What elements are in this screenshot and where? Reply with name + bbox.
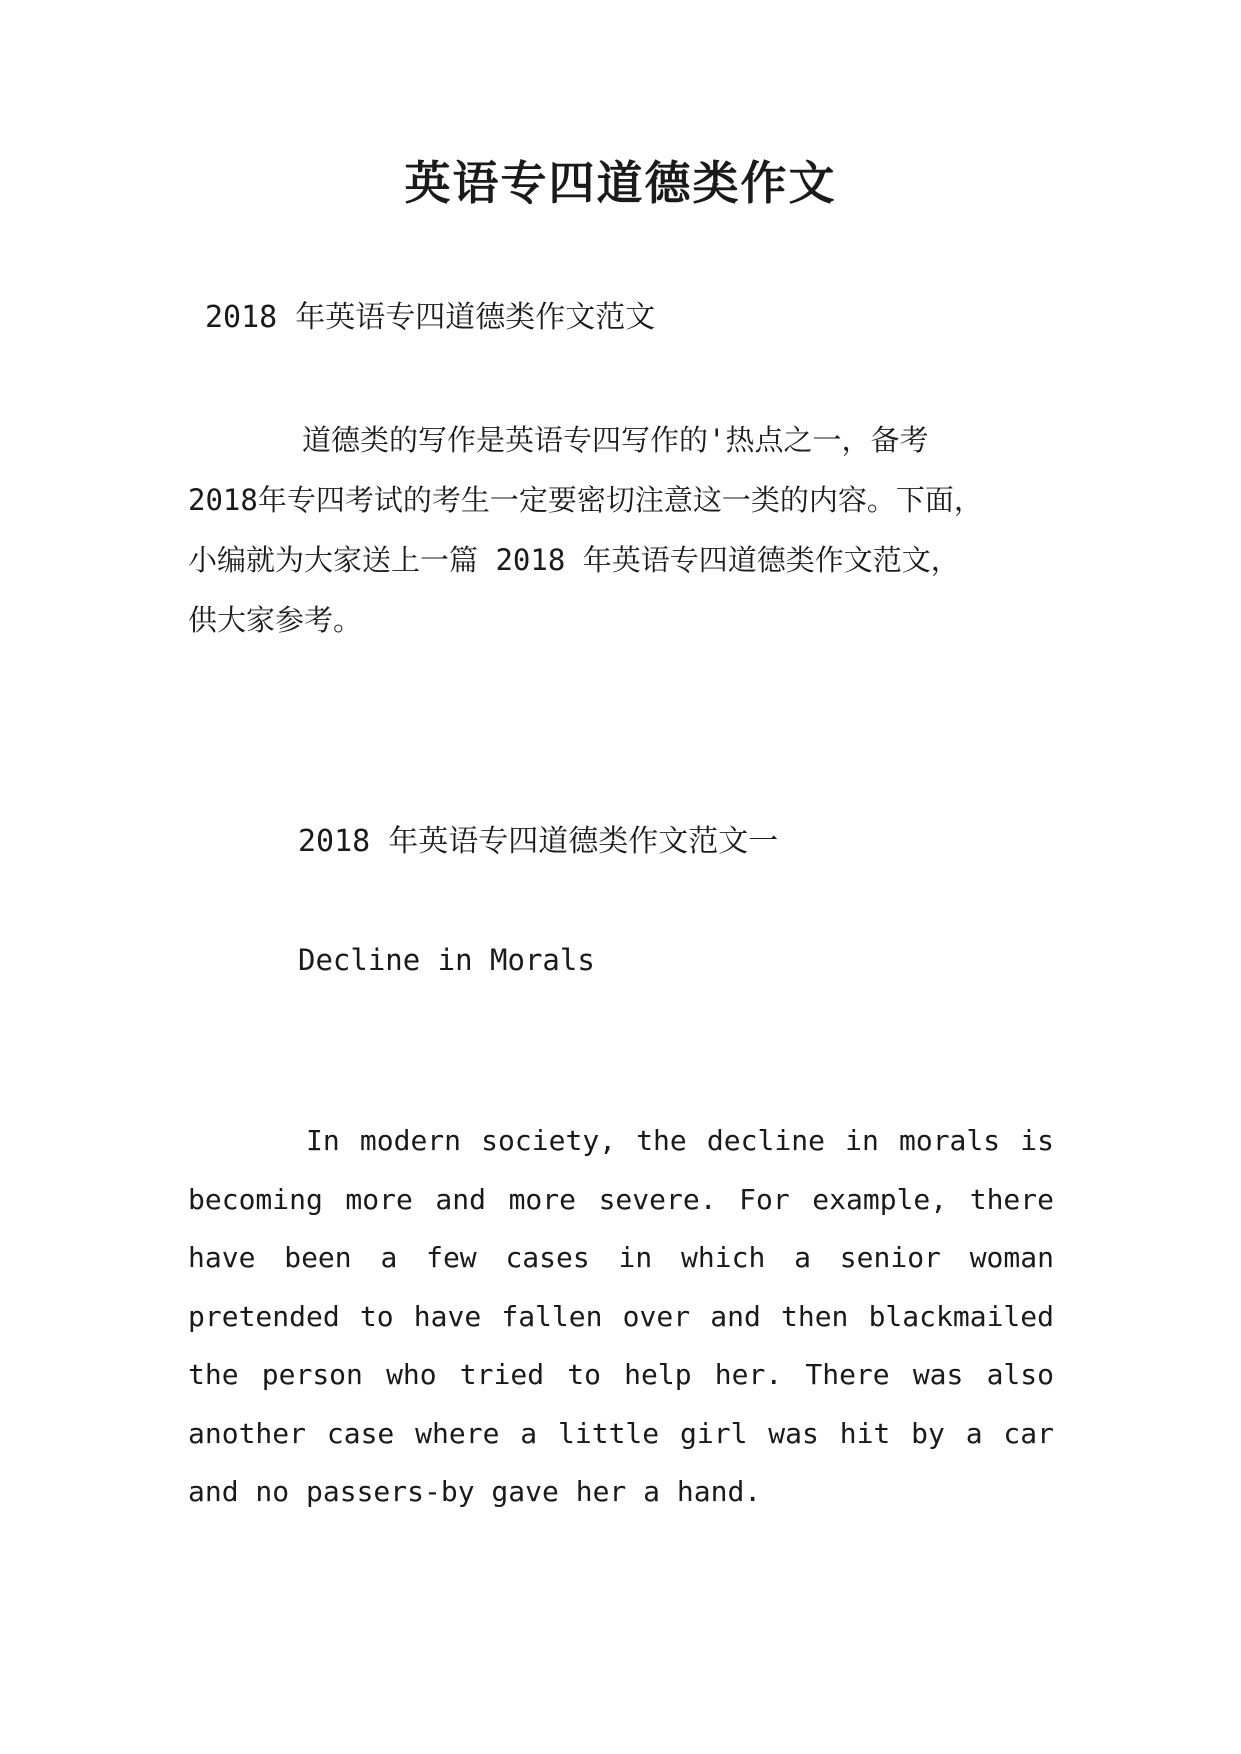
essay-line: and no passers-by gave her a hand.	[188, 1475, 762, 1508]
intro-line: 道德类的写作是英语专四写作的'热点之一，备考	[302, 423, 929, 457]
essay-line: the person who tried to help her. There was also	[188, 1358, 1054, 1391]
document-subtitle: 2018 年英语专四道德类作文范文	[205, 300, 656, 335]
intro-line: 2018年专四考试的考生一定要密切注意这一类的内容。下面，	[188, 483, 983, 517]
intro-line: 小编就为大家送上一篇 2018 年英语专四道德类作文范文，	[188, 543, 960, 577]
essay-topic: Decline in Morals	[298, 943, 595, 977]
essay-paragraph	[188, 1112, 1054, 1522]
essay-line: pretended to have fallen over and then blackmailed	[188, 1299, 1054, 1333]
essay-line: becoming more and more severe. For example, there	[188, 1182, 1054, 1216]
essay-line: In modern society, the decline in morals is	[306, 1124, 1054, 1157]
essay-line: another case where a little girl was hit by a car	[188, 1416, 1054, 1450]
essay-heading: 2018 年英语专四道德类作文范文一	[298, 824, 779, 859]
essay-line: have been a few cases in which a senior woman	[188, 1241, 1054, 1274]
intro-line: 供大家参考。	[188, 603, 363, 637]
intro-paragraph	[188, 410, 1058, 650]
document-title: 英语专四道德类作文	[404, 156, 837, 210]
